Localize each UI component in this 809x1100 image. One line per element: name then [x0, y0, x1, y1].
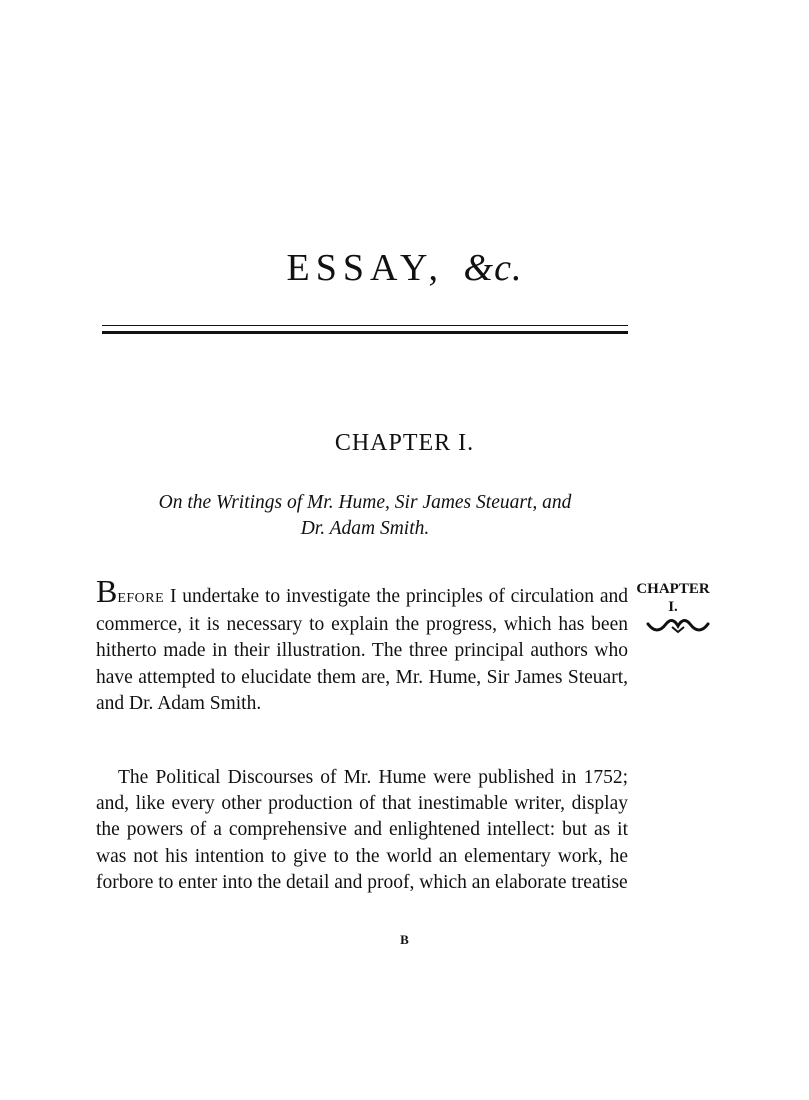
drop-cap: B — [96, 573, 118, 609]
margin-note — [632, 580, 714, 616]
essay-title-main: ESSAY, — [286, 247, 445, 289]
paragraph-1-smallcaps: EFORE — [117, 591, 165, 606]
chapter-subtitle — [100, 490, 630, 542]
chapter-heading: CHAPTER I. — [334, 430, 475, 456]
margin-note-label: CHAPTER — [636, 581, 710, 597]
paragraph-1 — [96, 573, 628, 717]
title-rule-thin — [102, 325, 628, 326]
signature-mark: B — [400, 932, 409, 947]
chapter-subtitle-line-1: On the Writings of Mr. Hume, Sir James Steuart, and — [158, 492, 572, 513]
ornament-icon — [646, 616, 710, 636]
essay-title-etc: &c. — [463, 247, 523, 289]
chapter-subtitle-line-2: Dr. Adam Smith. — [300, 518, 430, 539]
title-rule-thick — [102, 331, 628, 334]
margin-note-number: I. — [668, 599, 678, 615]
essay-title — [0, 240, 809, 296]
paragraph-2: The Political Discourses of Mr. Hume were published in 1752; and, like every other production of that inestimable writer, display the powers of a comprehensive and enlightened intellect: but as it was not his intention to give to the world an elementary work, he forbore to enter into the detail and proof, which an elaborate treatise — [96, 767, 628, 893]
paragraph-1-text: I undertake to investigate the principles of circulation and commerce, it is necessary to explain the progress, which has been hitherto made in their illustration. The three principal authors who have attempted to elucidate them are, Mr. Hume, Sir James Steuart, and Dr. Adam Smith. — [96, 586, 628, 714]
